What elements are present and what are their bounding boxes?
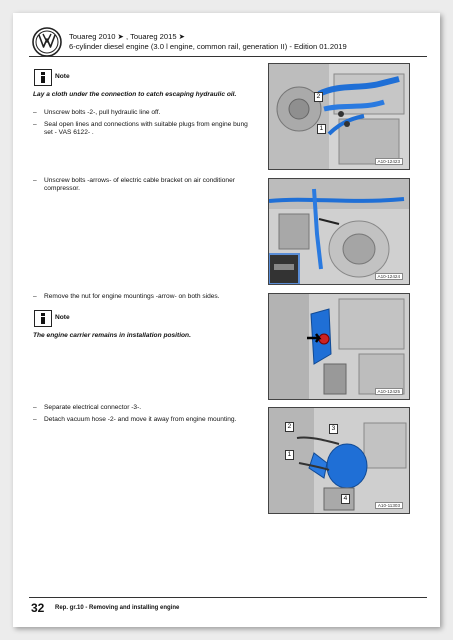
step-item: – Seal open lines and connections with suitable plugs from engine bung set - VAS 6122- . xyxy=(33,121,255,138)
callout-label: 1 xyxy=(317,124,326,134)
step-item: – Remove the nut for engine mountings -arrow- on both sides. xyxy=(33,293,255,301)
figure-id: A10-12425 xyxy=(375,388,403,395)
figure-cable-bracket xyxy=(268,178,410,285)
callout-label: 1 xyxy=(285,450,294,460)
callout-label: 2 xyxy=(314,92,323,102)
callout-label: 2 xyxy=(285,422,294,432)
step-text: Unscrew bolts -2-, pull hydraulic line off. xyxy=(44,109,161,116)
note-icon xyxy=(34,310,52,327)
step-item: – Unscrew bolts -arrows- of electric cable bracket on air conditioner compressor. xyxy=(33,177,255,194)
step-text: Remove the nut for engine mountings -arrow- on both sides. xyxy=(44,293,220,300)
figure-id: A10-12424 xyxy=(375,273,403,280)
figure-id: A10-12423 xyxy=(375,158,403,165)
step-item: – Unscrew bolts -2-, pull hydraulic line off. xyxy=(33,109,255,117)
note-label: Note xyxy=(55,73,70,80)
note-text: Lay a cloth under the connection to catch escaping hydraulic oil. xyxy=(33,91,237,98)
step-text: Separate electrical connector -3-. xyxy=(44,404,142,411)
footer-divider xyxy=(29,597,427,598)
figure-engine-mount xyxy=(268,293,410,400)
step-text: Seal open lines and connections with suitable plugs from engine bung set - VAS 6122- . xyxy=(44,121,248,137)
figure-vacuum-hose xyxy=(268,407,410,514)
step-text: Unscrew bolts -arrows- of electric cable bracket on air conditioner compressor. xyxy=(44,177,235,193)
figure-id: A10-11303 xyxy=(375,502,403,509)
step-item: – Separate electrical connector -3-. xyxy=(33,404,255,412)
header-engine: 6-cylinder diesel engine (3.0 l engine, common rail, generation II) - Edition 01.2019 xyxy=(69,42,347,51)
step-item: – Detach vacuum hose -2- and move it away from engine mounting. xyxy=(33,416,255,424)
note-label: Note xyxy=(55,314,70,321)
footer-section: Rep. gr.10 - Removing and installing engine xyxy=(55,605,180,611)
manual-page xyxy=(13,13,440,627)
step-text: Detach vacuum hose -2- and move it away from engine mounting. xyxy=(44,416,237,423)
header-model: Touareg 2010 ➤ , Touareg 2015 ➤ xyxy=(69,32,186,41)
callout-label: 4 xyxy=(341,494,350,504)
page-number: 32 xyxy=(31,601,45,615)
header-divider xyxy=(29,56,427,57)
note-text: The engine carrier remains in installation position. xyxy=(33,332,191,339)
figure-hydraulic-line xyxy=(268,63,410,170)
vw-logo xyxy=(32,27,62,57)
callout-label: 3 xyxy=(329,424,338,434)
note-icon xyxy=(34,69,52,86)
